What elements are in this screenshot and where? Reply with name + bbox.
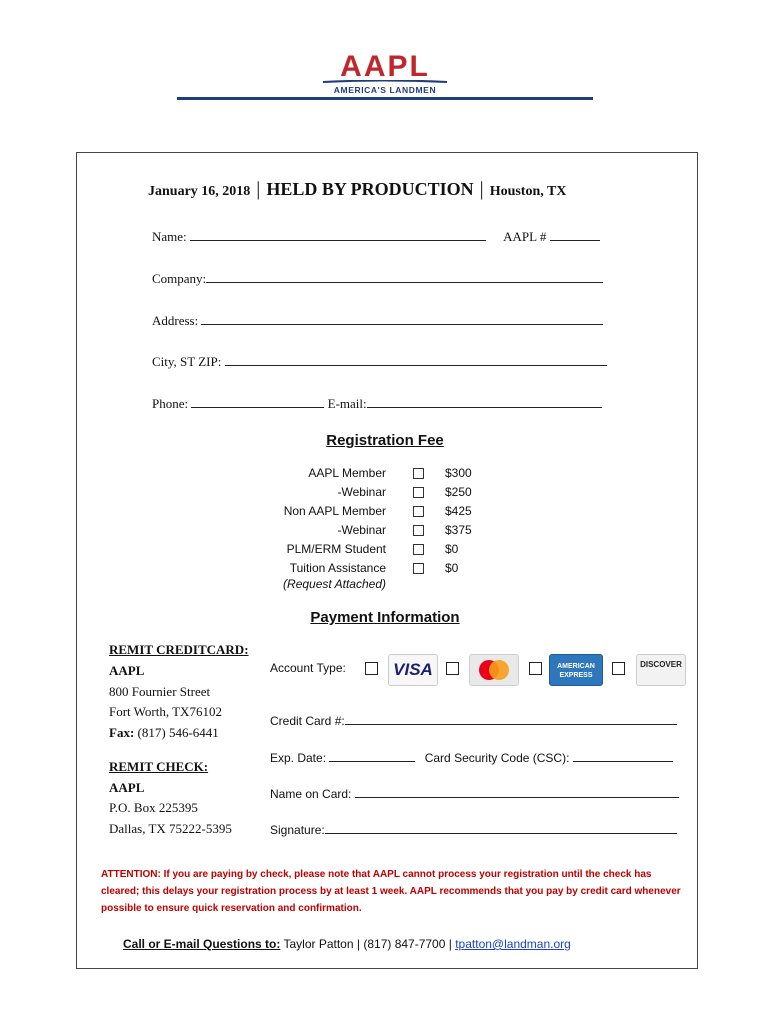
phone-field[interactable]: [191, 395, 324, 408]
contact-label: Call or E-mail Questions to:: [123, 937, 281, 951]
fee-price-tuition: $0: [445, 561, 459, 575]
phone-label: Phone:: [152, 396, 189, 411]
name-label: Name:: [152, 229, 187, 244]
registration-fee-title: Registration Fee: [326, 432, 444, 449]
phone-email-row: [152, 395, 602, 412]
fee-label-non-member-webinar: -Webinar: [337, 523, 386, 537]
visa-card-text: VISA: [393, 660, 433, 679]
payment-information-title: Payment Information: [310, 609, 460, 626]
fax-label: Fax:: [109, 725, 135, 740]
logo-subtitle: AMERICA'S LANDMEN: [333, 85, 437, 95]
checkbox-mastercard[interactable]: [446, 662, 459, 675]
address-label: Address:: [152, 313, 199, 328]
mastercard-card-icon: [469, 654, 519, 686]
checkbox-discover[interactable]: [612, 662, 625, 675]
exp-date-label: Exp. Date:: [270, 751, 327, 765]
remit-fax: [109, 725, 219, 741]
remit-check-line-1: AAPL: [109, 780, 145, 795]
event-date: January 16, 2018: [148, 184, 251, 199]
remit-card-line-1: AAPL: [109, 663, 145, 678]
signature-label: Signature:: [270, 823, 325, 837]
name-on-card-label: Name on Card:: [270, 787, 352, 801]
aapl-number-label: AAPL #: [503, 229, 547, 244]
event-location: Houston, TX: [489, 184, 567, 199]
checkbox-tuition[interactable]: [413, 563, 424, 574]
name-row: [152, 228, 600, 245]
discover-card-icon: [636, 654, 686, 686]
csc-label: Card Security Code (CSC):: [424, 751, 570, 765]
city-state-zip-field[interactable]: [225, 353, 607, 366]
checkbox-non-member[interactable]: [413, 506, 424, 517]
credit-card-row: [270, 712, 677, 728]
remit-check-line-2: P.O. Box 225395: [109, 800, 198, 815]
account-type-label: Account Type:: [270, 661, 346, 675]
fee-label-aapl-webinar: -Webinar: [337, 485, 386, 499]
name-on-card-field[interactable]: [355, 785, 679, 798]
fee-label-non-member: Non AAPL Member: [283, 504, 386, 518]
company-row: [152, 270, 603, 287]
remit-creditcard-heading: REMIT CREDITCARD:: [109, 642, 249, 657]
address-row: [152, 312, 603, 329]
amex-card-icon: [549, 654, 603, 686]
event-header: January 16, 2018 | HELD BY PRODUCTION | Houston, TX: [148, 178, 567, 200]
fee-price-aapl-member: $300: [445, 466, 472, 480]
contact-name: Taylor Patton: [283, 937, 354, 951]
fee-label-aapl-member: AAPL Member: [308, 466, 386, 480]
signature-row: [270, 821, 677, 837]
discover-card-text: DISCOVER: [640, 660, 682, 669]
checkbox-student[interactable]: [413, 544, 424, 555]
remit-card-line-2: 800 Fournier Street: [109, 684, 211, 699]
csc-field[interactable]: [573, 749, 673, 762]
fee-price-non-member-webinar: $375: [445, 523, 472, 537]
fee-label-tuition: Tuition Assistance: [289, 561, 386, 575]
amex-card-text: AMERICAN EXPRESS: [557, 663, 595, 679]
name-on-card-row: [270, 785, 679, 801]
tuition-note: (Request Attached): [283, 577, 386, 591]
remit-check-heading: REMIT CHECK:: [109, 759, 209, 774]
checkbox-aapl-webinar[interactable]: [413, 487, 424, 498]
checkbox-amex[interactable]: [529, 662, 542, 675]
credit-card-field[interactable]: [345, 712, 677, 725]
fee-price-student: $0: [445, 542, 459, 556]
exp-date-field[interactable]: [329, 749, 415, 762]
company-label: Company:: [152, 271, 207, 286]
name-field[interactable]: [190, 228, 486, 241]
logo-wordmark: AAPL: [340, 50, 430, 83]
remit-card-line-3: Fort Worth, TX76102: [109, 704, 222, 719]
visa-card-icon: [388, 654, 438, 686]
remit-check-line-3: Dallas, TX 75222-5395: [109, 821, 232, 836]
fee-label-student: PLM/ERM Student: [286, 542, 386, 556]
logo-swoosh-icon: [323, 80, 447, 84]
checkbox-non-member-webinar[interactable]: [413, 525, 424, 536]
email-label: E-mail:: [327, 396, 367, 411]
contact-email-link[interactable]: tpatton@landman.org: [455, 937, 571, 951]
email-field[interactable]: [367, 395, 602, 408]
logo-underline: [177, 97, 593, 100]
event-title: HELD BY PRODUCTION: [266, 179, 474, 199]
company-field[interactable]: [206, 270, 603, 283]
fee-price-aapl-webinar: $250: [445, 485, 472, 499]
mastercard-circles-icon: [470, 655, 518, 685]
address-field[interactable]: [201, 312, 603, 325]
aapl-number-field[interactable]: [550, 228, 600, 241]
aapl-logo: [175, 50, 595, 102]
signature-field[interactable]: [325, 821, 677, 834]
credit-card-label: Credit Card #:: [270, 714, 345, 728]
checkbox-aapl-member[interactable]: [413, 468, 424, 479]
contact-phone: (817) 847-7700: [363, 937, 446, 951]
exp-csc-row: [270, 749, 673, 765]
city-label: City, ST ZIP:: [152, 354, 222, 369]
city-row: [152, 353, 607, 370]
contact-line: Call or E-mail Questions to: Taylor Patton | (817) 847-7700 | tpatton@landman.org: [123, 937, 571, 951]
attention-notice: ATTENTION: If you are paying by check, please note that AAPL cannot process your registration until the check has cleared; this delays your registration process by at least 1 week. AAPL recommends that you pay by credit card whenever possible to ensure quick reservation and confirmation.: [101, 869, 681, 914]
checkbox-visa[interactable]: [365, 662, 378, 675]
fee-price-non-member: $425: [445, 504, 472, 518]
fax-value: (817) 546-6441: [137, 725, 219, 740]
